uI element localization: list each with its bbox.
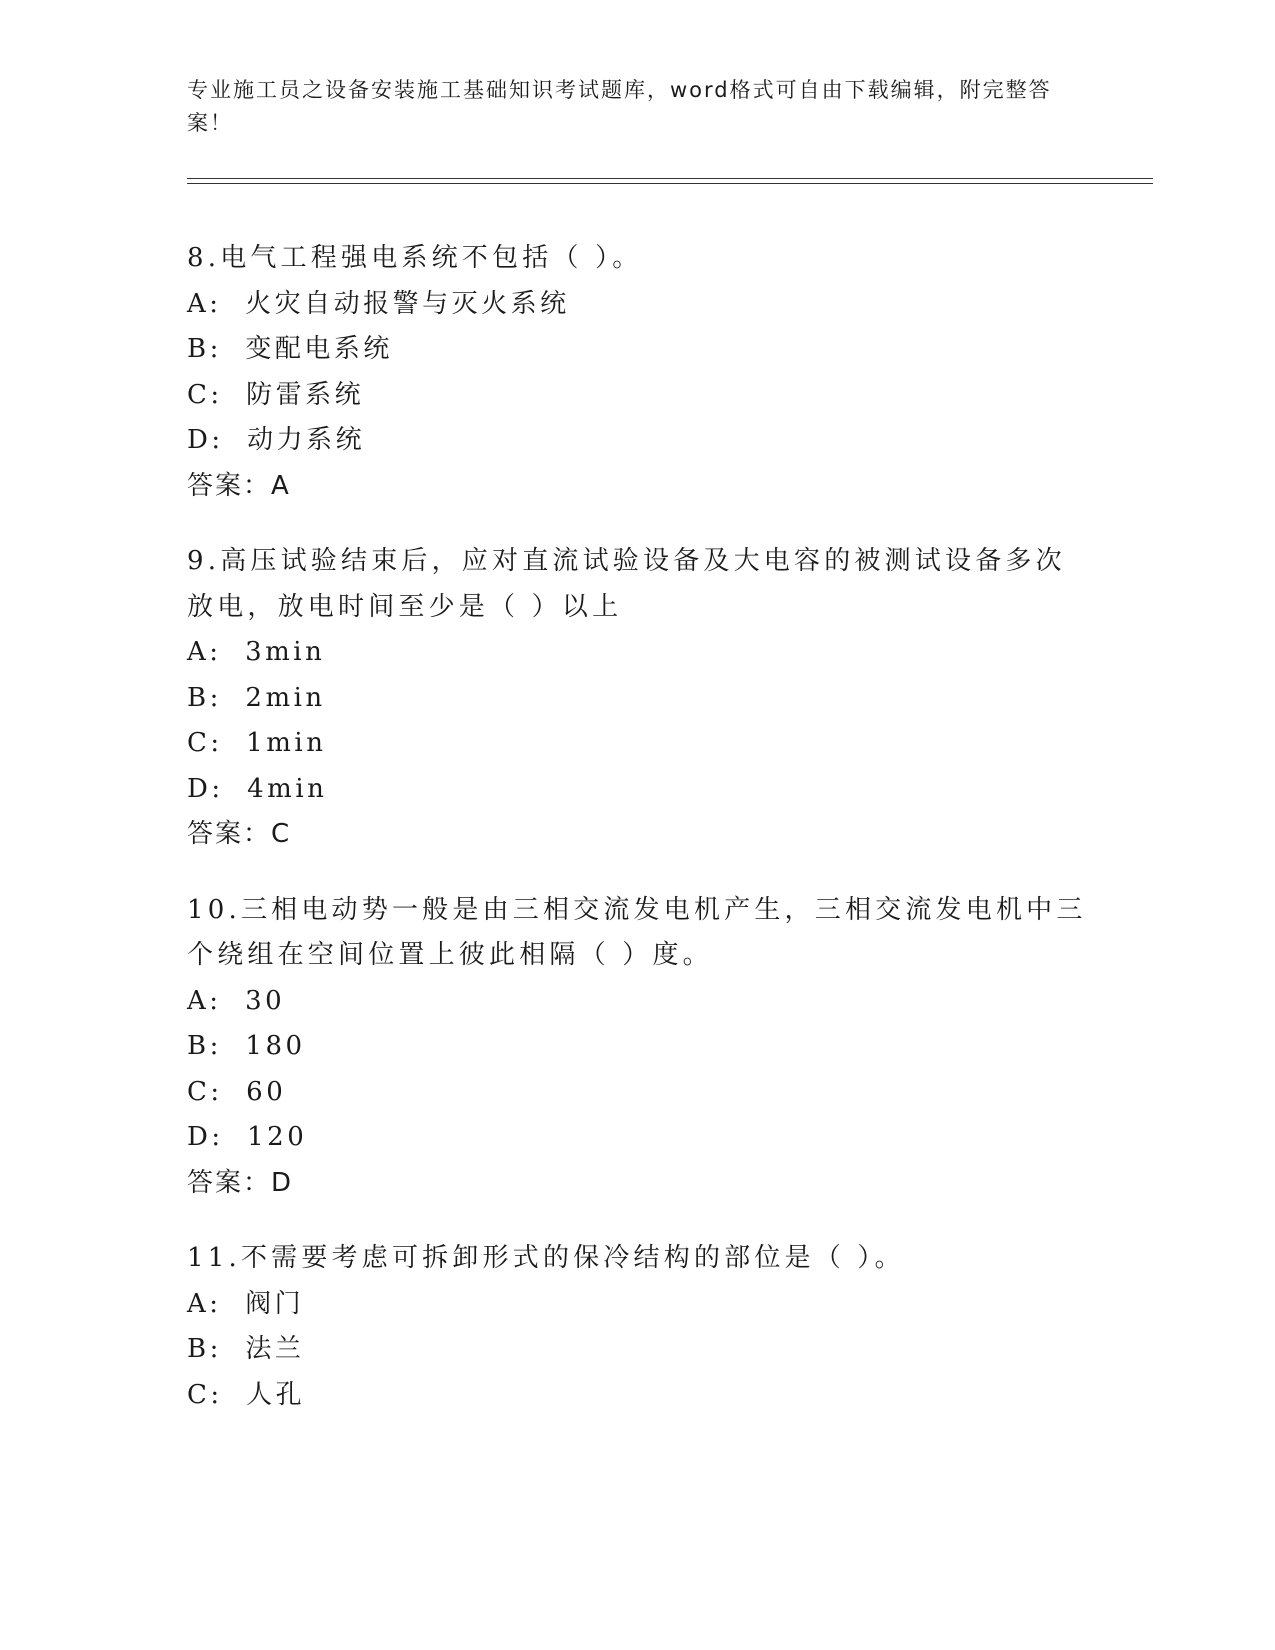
question-8 xyxy=(187,236,1087,509)
answer-label: 答案：C xyxy=(187,819,292,849)
answer-label: 答案：A xyxy=(187,470,291,501)
question-10 xyxy=(187,888,1087,1207)
option-b: B: 变配电系统 xyxy=(187,334,393,364)
document-title: 专业施工员之设备安装施工基础知识考试题库，word格式可自由下载编辑，附完整答案！ xyxy=(187,78,1052,135)
question-stem: 11.不需要考虑可拆卸形式的保冷结构的部位是（ ）。 xyxy=(187,1243,905,1273)
option-c: C: 60 xyxy=(187,1076,287,1107)
question-stem: 9.高压试验结束后，应对直流试验设备及大电容的被测试设备多次放电，放电时间至少是（ ）以上 xyxy=(187,546,1066,622)
answer-label: 答案：D xyxy=(187,1167,294,1198)
question-11 xyxy=(187,1236,1087,1418)
header-divider-top xyxy=(187,178,1153,179)
option-a: A: 3min xyxy=(187,637,326,667)
header-divider-bottom xyxy=(187,183,1153,184)
question-stem: 8.电气工程强电系统不包括（ ）。 xyxy=(187,243,643,273)
option-b: B: 2min xyxy=(187,682,326,713)
option-c: C: 1min xyxy=(187,728,327,758)
option-b: B: 法兰 xyxy=(187,1334,305,1364)
option-c: C: 人孔 xyxy=(187,1379,306,1410)
question-list xyxy=(187,236,1087,1448)
question-9 xyxy=(187,539,1087,858)
option-d: D: 动力系统 xyxy=(187,425,366,455)
option-a: A: 30 xyxy=(187,985,286,1016)
question-stem: 10.三相电动势一般是由三相交流发电机产生，三相交流发电机中三个绕组在空间位置上彼此相隔（ ）度。 xyxy=(187,894,1087,970)
option-d: D: 120 xyxy=(187,1122,308,1152)
option-a: A: 阀门 xyxy=(187,1288,305,1319)
option-b: B: 180 xyxy=(187,1031,306,1061)
option-d: D: 4min xyxy=(187,773,328,804)
option-a: A: 火灾自动报警与灭火系统 xyxy=(187,288,570,319)
option-c: C: 防雷系统 xyxy=(187,379,365,410)
